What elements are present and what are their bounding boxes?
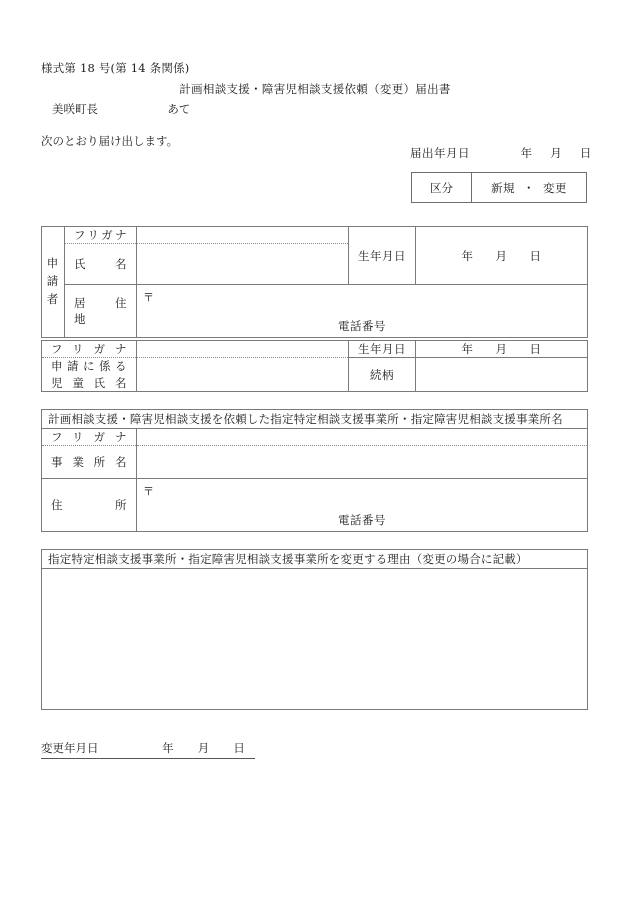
submission-date-row [410,145,599,161]
reason-section-heading: 指定特定相談支援事業所・指定障害児相談支援事業所を変更する理由（変更の場合に記載） [42,550,588,569]
office-phone-label: 電話番号 [338,513,386,527]
office-name-label: 事業所名 [42,446,137,479]
office-furigana-value[interactable] [137,429,588,446]
classification-box [411,172,587,203]
applicant-birth-day-unit: 日 [529,248,542,263]
applicant-name-value[interactable] [137,244,349,285]
change-year-unit: 年 [162,741,174,755]
intro-text: 次のとおり届け出します。 [41,134,179,148]
child-name-value[interactable] [137,358,349,392]
child-name-label-line1: 申請に係る [51,359,127,373]
table-row [42,341,588,358]
reason-table [41,549,588,710]
child-name-label [42,358,137,392]
applicant-furigana-label: フリガナ [65,227,137,244]
applicant-birth-month-unit: 月 [495,248,508,263]
submission-day-unit: 日 [579,146,592,160]
classification-separator: ・ [523,180,535,195]
table-row [42,569,588,710]
child-birth-month-unit: 月 [495,342,508,356]
submission-year-unit: 年 [520,146,533,160]
table-row [42,550,588,569]
applicant-birthdate-label: 生年月日 [349,227,416,285]
classification-label: 区分 [412,173,472,202]
submission-month-unit: 月 [550,146,562,160]
applicant-residence-value[interactable] [137,285,588,338]
child-relation-value[interactable] [416,358,588,392]
addressee-name: 美咲町長 [52,102,98,116]
addressee-suffix: あて [167,102,191,116]
change-month-unit: 月 [197,741,210,755]
office-furigana-label: フリガナ [42,429,137,446]
applicant-residence-label: 居 住 地 [65,285,137,338]
page-title: 計画相談支援・障害児相談支援依頼（変更）届出書 [179,82,451,96]
child-birth-year-unit: 年 [461,342,474,356]
table-row [42,358,588,392]
postal-mark-icon: 〒 [143,485,154,498]
addressee-row [52,101,190,117]
applicant-birthdate-value[interactable] [416,227,588,285]
reason-body-value[interactable] [42,569,588,710]
child-furigana-value[interactable] [137,341,349,358]
applicant-birth-year-unit: 年 [461,248,474,263]
classification-option-change[interactable]: 変更 [543,180,567,195]
classification-option-new[interactable]: 新規 [491,180,515,195]
applicant-table [41,226,588,338]
table-row [42,410,588,429]
table-row [42,479,588,532]
submission-date-label: 届出年月日 [410,146,470,160]
child-birthdate-units [416,341,587,357]
applicant-birthdate-units [416,248,587,264]
applicant-phone-label: 電話番号 [338,319,386,333]
change-date-row [41,740,255,759]
table-row [42,227,588,244]
applicant-furigana-value[interactable] [137,227,349,244]
child-name-label-line2: 児童氏名 [51,375,127,390]
child-birthdate-value[interactable] [416,341,588,358]
office-table [41,409,588,532]
classification-options [472,173,586,202]
child-birth-day-unit: 日 [529,342,542,356]
office-name-value[interactable] [137,446,588,479]
change-date-label: 変更年月日 [41,741,99,755]
table-row [42,285,588,338]
postal-mark-icon: 〒 [143,291,154,304]
office-address-label: 住 所 [42,479,137,532]
child-table [41,340,588,392]
child-birthdate-label: 生年月日 [349,341,416,358]
form-number: 様式第 18 号(第 14 条関係) [41,61,190,75]
office-section-heading: 計画相談支援・障害児相談支援を依頼した指定特定相談支援事業所・指定障害児相談支援事業所名 [42,410,588,429]
table-row [42,429,588,446]
child-furigana-label: フリガナ [42,341,137,358]
office-address-value[interactable] [137,479,588,532]
table-row [42,446,588,479]
applicant-name-label: 氏 名 [65,244,137,285]
applicant-vertical-label [42,227,65,338]
change-day-unit: 日 [233,741,245,755]
child-relation-label: 続柄 [349,358,416,392]
applicant-vertical-label-text: 申請者 [46,256,60,306]
